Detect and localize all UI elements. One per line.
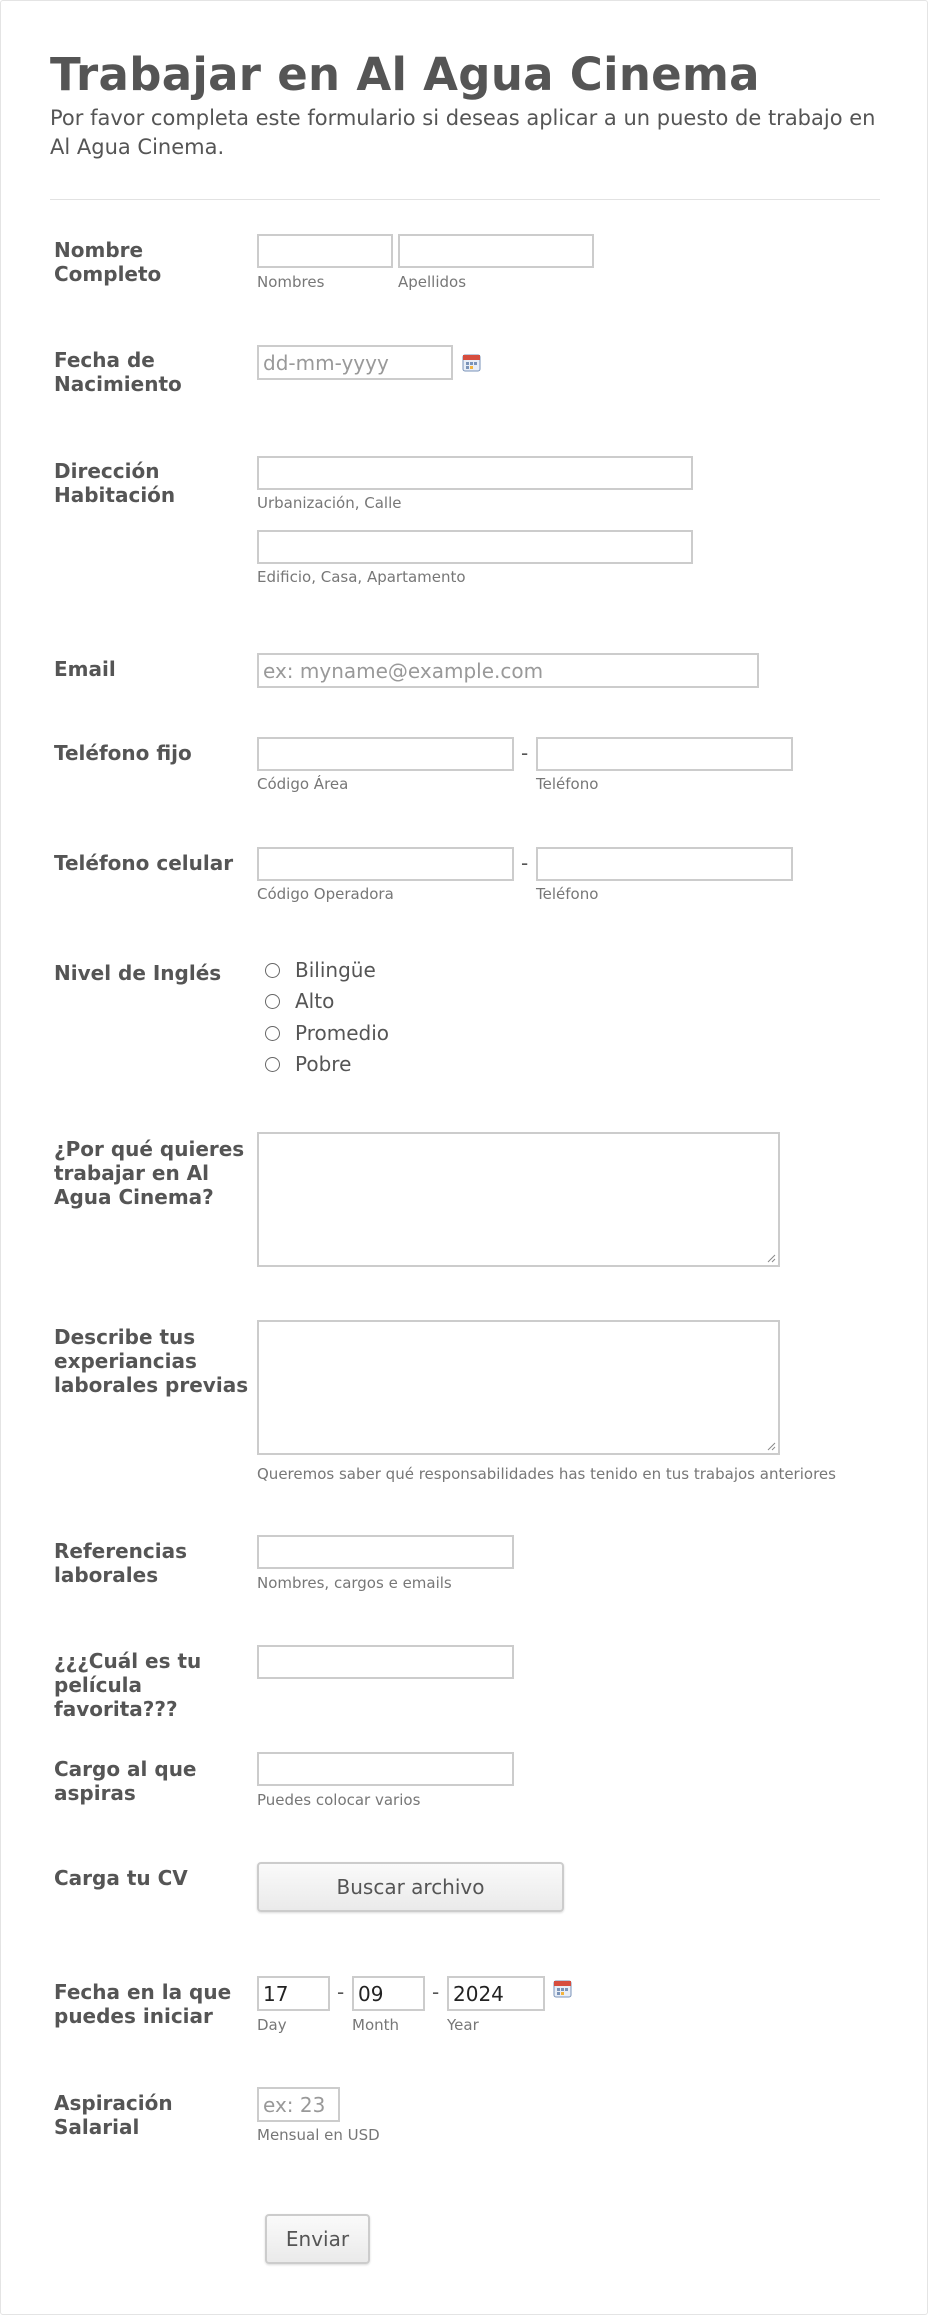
address-line2-input[interactable] [257, 530, 693, 564]
submit-button[interactable]: Enviar [265, 2214, 370, 2264]
radio-promedio[interactable] [265, 1026, 280, 1041]
address-line1-sublabel: Urbanización, Calle [257, 494, 402, 512]
references-sublabel: Nombres, cargos e emails [257, 1574, 452, 1592]
radio-pobre[interactable] [265, 1057, 280, 1072]
last-name-sublabel: Apellidos [398, 273, 467, 291]
calendar-icon[interactable] [553, 1979, 572, 1998]
start-day-input[interactable] [257, 1976, 330, 2011]
radio-bilingue[interactable] [265, 963, 280, 978]
label-experiencias: Describe tus experiancias laborales previas [54, 1325, 249, 1397]
start-year-sublabel: Year [447, 2016, 479, 2034]
label-nivel-ingles: Nivel de Inglés [54, 961, 222, 985]
references-input[interactable] [257, 1535, 514, 1569]
mobile-operator-sublabel: Código Operadora [257, 885, 394, 903]
first-name-input[interactable] [257, 234, 393, 268]
start-day-sublabel: Day [257, 2016, 287, 2034]
label-telefono-fijo: Teléfono fijo [54, 741, 192, 765]
birthdate-input[interactable] [257, 345, 453, 380]
experience-textarea[interactable] [257, 1320, 780, 1455]
page-title: Trabajar en Al Agua Cinema [50, 48, 760, 101]
position-sublabel: Puedes colocar varios [257, 1791, 421, 1809]
calendar-icon[interactable] [462, 353, 481, 372]
salary-input[interactable] [257, 2087, 340, 2122]
header-divider [50, 199, 880, 200]
page-subtitle: Por favor completa este formulario si deseas aplicar a un puesto de trabajo en Al Agua Cinema. [50, 106, 876, 159]
start-date-separator-1: - [337, 1980, 345, 2004]
radio-label-alto[interactable]: Alto [295, 989, 335, 1013]
start-month-sublabel: Month [352, 2016, 400, 2034]
landline-number-sublabel: Teléfono [536, 775, 599, 793]
first-name-sublabel: Nombres [257, 273, 325, 291]
landline-separator: - [521, 741, 529, 765]
label-fecha-nacimiento: Fecha de Nacimiento [54, 348, 182, 396]
resize-handle-icon[interactable] [766, 1253, 776, 1263]
landline-number-input[interactable] [536, 737, 793, 771]
mobile-operator-code-input[interactable] [257, 847, 514, 881]
why-work-here-textarea[interactable] [257, 1132, 780, 1267]
position-input[interactable] [257, 1752, 514, 1786]
label-fecha-inicio: Fecha en la que puedes iniciar [54, 1980, 232, 2028]
label-por-que: ¿Por qué quieres trabajar en Al Agua Cinema? [54, 1137, 245, 1209]
label-referencias: Referencias laborales [54, 1539, 188, 1587]
salary-sublabel: Mensual en USD [257, 2126, 380, 2144]
last-name-input[interactable] [398, 234, 594, 268]
label-nombre-completo: Nombre Completo [54, 238, 162, 286]
address-line2-sublabel: Edificio, Casa, Apartamento [257, 568, 466, 586]
start-date-separator-2: - [432, 1980, 440, 2004]
label-pelicula: ¿¿¿Cuál es tu película favorita??? [54, 1649, 202, 1721]
radio-alto[interactable] [265, 994, 280, 1009]
landline-area-code-input[interactable] [257, 737, 514, 771]
label-cv: Carga tu CV [54, 1866, 188, 1890]
browse-file-button[interactable]: Buscar archivo [257, 1862, 564, 1912]
experience-sublabel: Queremos saber qué responsabilidades has tenido en tus trabajos anteriores [257, 1465, 836, 1483]
start-year-input[interactable] [447, 1976, 545, 2011]
mobile-number-sublabel: Teléfono [536, 885, 599, 903]
favorite-movie-input[interactable] [257, 1645, 514, 1679]
radio-label-promedio[interactable]: Promedio [295, 1021, 390, 1045]
radio-label-pobre[interactable]: Pobre [295, 1052, 352, 1076]
email-input[interactable] [257, 653, 759, 688]
start-month-input[interactable] [352, 1976, 425, 2011]
label-email: Email [54, 657, 116, 681]
label-direccion: Dirección Habitación [54, 459, 176, 507]
radio-label-bilingue[interactable]: Bilingüe [295, 958, 376, 982]
mobile-separator: - [521, 851, 529, 875]
label-aspiracion-salarial: Aspiración Salarial [54, 2091, 173, 2139]
landline-area-sublabel: Código Área [257, 775, 349, 793]
label-telefono-celular: Teléfono celular [54, 851, 234, 875]
label-cargo: Cargo al que aspiras [54, 1757, 197, 1805]
resize-handle-icon[interactable] [766, 1441, 776, 1451]
address-line1-input[interactable] [257, 456, 693, 490]
mobile-number-input[interactable] [536, 847, 793, 881]
